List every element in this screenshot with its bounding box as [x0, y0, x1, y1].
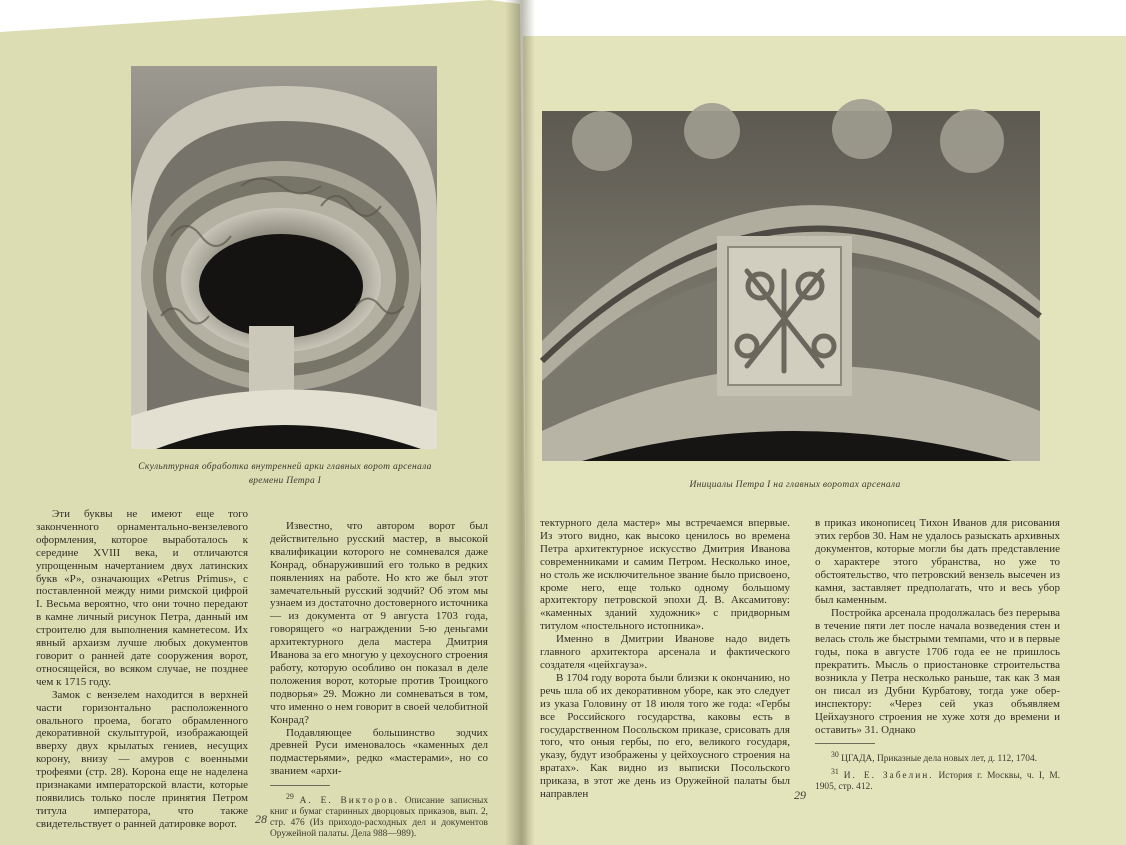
right-figure-caption: Инициалы Петра I на главных воротах арсенала [689, 480, 901, 490]
initials-gate-photo [542, 111, 1040, 461]
paragraph: Подавляющее большинство зодчих древней Руси именовалось «каменных дел подмастерьями», редко «мастерами», но со званием «архи- [270, 726, 488, 778]
footnote-31: $^{31}$ И. Е. Забелин. История г. Москвы, ч. I, М. 1905, стр. 412. [815, 766, 1061, 792]
paragraph: тектурного дела мастер» мы встречаемся впервые. Из этого видно, как высоко ценилось во времена Петра архитектурное искусство Дмитрия Иванова современниками и самим Петром. Несколько иное, но столь же исключительное звание было присвоено, кроме него, еще только одному большому архитектору петровской эпохи Д. В. Аксамитову: «каменных зданий художник» с придворным титулом «постельного истопника». [540, 517, 790, 633]
left-column-1 [36, 508, 248, 830]
paragraph: в приказ иконописец Тихон Иванов для рисования этих гербов 30. Нам не удалось разыскать архивных документов, которые могли бы дать представление о характере этого убранства, но уже то обстоятельство, что петровский вензель высечен из камня, заставляет предполагать, что и весь убор был каменным. [815, 517, 1060, 607]
right-column-2 [815, 517, 1060, 807]
right-column-1 [540, 517, 790, 807]
paragraph: Замок с вензелем находится в верхней части горизонтально расположенного овального проема, богато обрамленного декоративной скульптурой, изображающей вверху двух крылатых гениев, несущих корону, внизу — амуров с военными трофеями (стр. 28). Корона еще не наделена признаками императорской власти, которые появились только после принятия Петром титула императора, что также свидетельствует о ранней датировке ворот. [36, 688, 248, 830]
paragraph: В 1704 году ворота были близки к окончанию, но речь шла об их декоративном уборе, как это следует из указа Головину от 18 июля того же года: «Гербы все Российского государства, каковы есть в государственном Посольском приказе, срисовать для того, что оныя гербы, по его, великого государя, указу, будут изображены у цейхоусного строения на вратах». Как видно из выписки Посольского приказа, в этот же день из Оружейной палаты был направлен [540, 671, 790, 801]
paragraph: Известно, что автором ворот был действительно русский мастер, в высокой квалификации которого не сомневался даже Конрад, обнаруживший его только в редких появлениях на работе. Но кто же был этот замечательный русский зодчий? Об этом мы узнаем из достаточно достоверного источника — из документа от 9 августа 1703 года, говорящего «о награждении 5-ю деньгами архитектурного дела мастера Дмитрия Иванова за его многую у цехоусного строения работу, которую особливо он показал в деле положения ворот, которые против Троицкого подворья» 29. Можно ли сомневаться в том, что именно о нем говорит в своей челобитной Конрад? [270, 520, 488, 726]
book-gutter [505, 0, 535, 845]
paragraph: Эти буквы не имеют еще того законченного орнаментально-вензелевого оформления, которое выработалось к середине XVIII века, и отличаются упрощенным начертанием двух латинских букв «Р», означающих «Petrus Primus», с поставленной между ними римской цифрой I. Весьма вероятно, что они точно передают в камне личный рисунок Петра, данный им строителю для выполнения камнетесом. Их явный архаизм лучше любых документов говорит о ранней дате сооружения ворот, относящейся, во всяком случае, не позднее чем к 1715 году. [36, 508, 248, 688]
footnote-30: $^{30}$ ЦГАДА, Приказные дела новых лет, д. 112, 1704. [831, 750, 1037, 765]
paragraph: Постройка арсенала продолжалась без перерыва в течение пяти лет после начала возведения стен и велась столь же быстрыми темпами, что и в первые годы, пока в августе 1706 года ее не пришлось прекратить. Мысль о приостановке строительства возникла у Петра несколько раньше, так как 3 мая он писал из Дубни Курбатову, тогда уже обер-инспектору: «Через сей указ объявляем Цейхаузного строения не хуже хотя до времени и оставить» 31. Однако [815, 607, 1060, 736]
right-page-number: 29 [794, 788, 806, 802]
left-figure-caption: Скульптурная обработка внутренней арки главных ворот арсенала времени Петра I [138, 462, 432, 486]
footnote-29: $^{29}$ А. Е. Викторов. Описание записных книг и бумаг старинных дворцовых приказов, вып. 2, стр. 476 (Из приходо-расходных дел и документов Оружейной палаты. Дела 988—989). [270, 792, 489, 840]
left-column-2 [270, 520, 489, 840]
footnote-divider [270, 785, 330, 786]
footnote-divider [815, 743, 875, 744]
paragraph: Именно в Дмитрии Иванове надо видеть главного архитектора арсенала и фактического создателя «цейхгауза». [540, 633, 790, 671]
left-page-number: 28 [255, 812, 267, 826]
arch-sculpture-photo [131, 66, 437, 449]
